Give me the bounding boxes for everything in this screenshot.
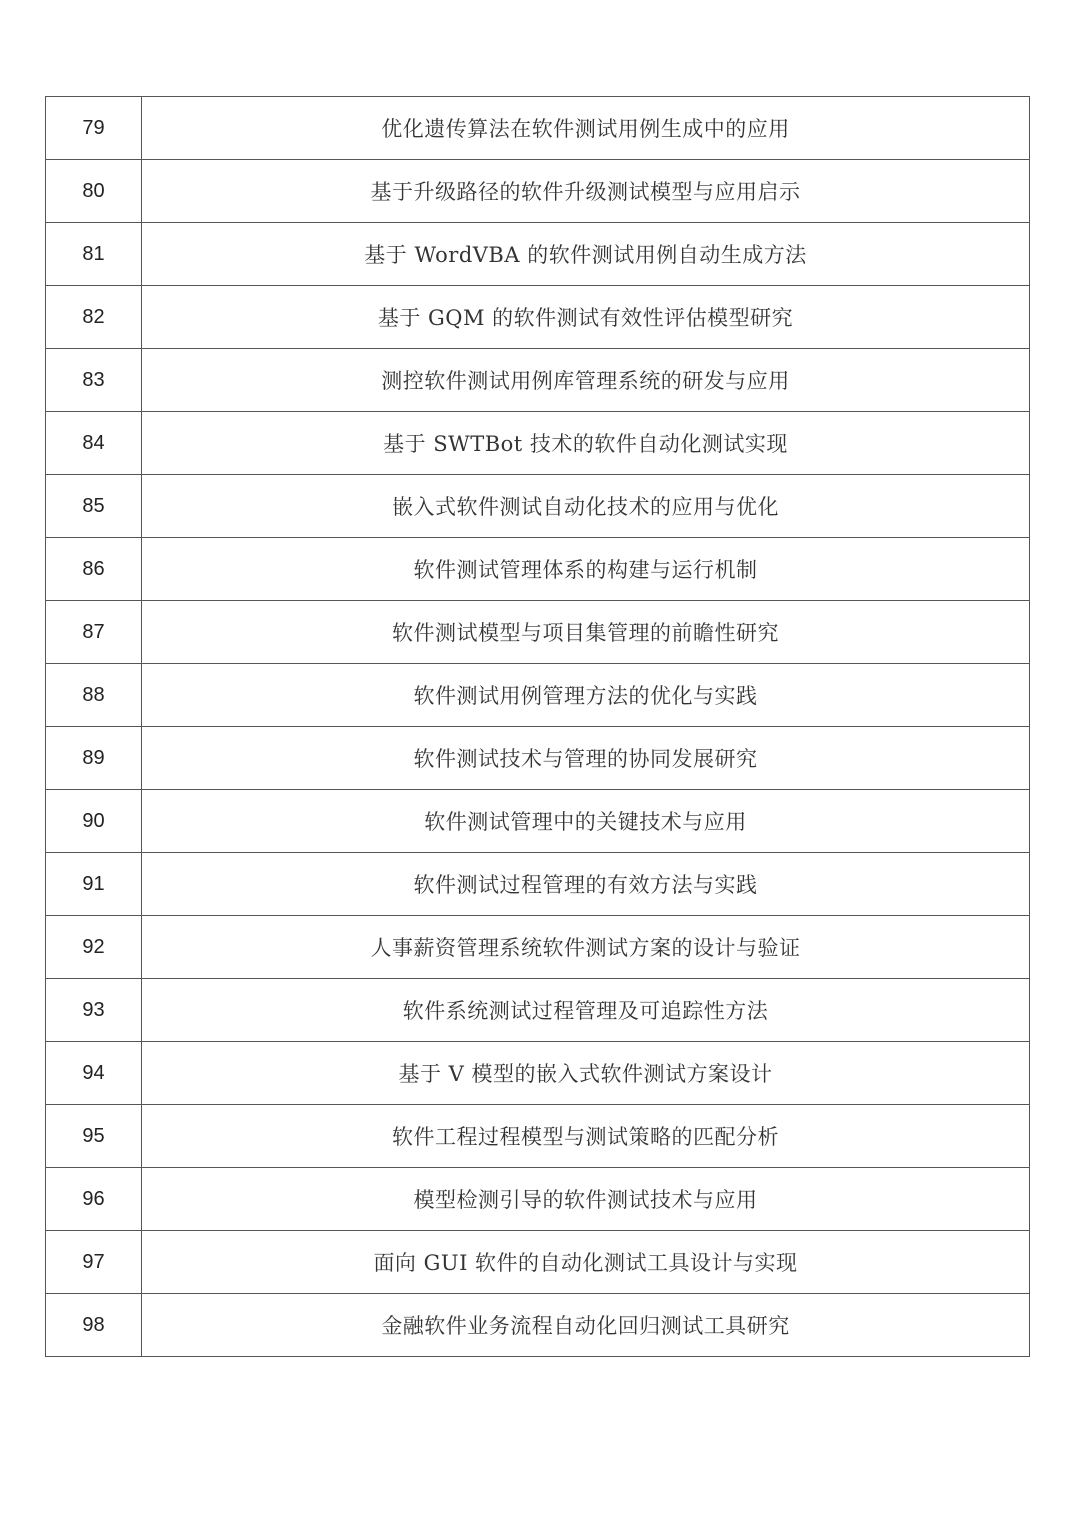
table-row bbox=[46, 601, 1030, 664]
topic-table bbox=[45, 96, 1030, 1357]
table-row bbox=[46, 223, 1030, 286]
row-title: 软件测试管理体系的构建与运行机制 bbox=[142, 538, 1030, 601]
table-row bbox=[46, 1294, 1030, 1357]
row-title: 嵌入式软件测试自动化技术的应用与优化 bbox=[142, 475, 1030, 538]
row-title: 基于 WordVBA 的软件测试用例自动生成方法 bbox=[142, 223, 1030, 286]
table-row bbox=[46, 790, 1030, 853]
row-number: 79 bbox=[46, 97, 142, 160]
row-number: 82 bbox=[46, 286, 142, 349]
row-number: 86 bbox=[46, 538, 142, 601]
row-number: 80 bbox=[46, 160, 142, 223]
row-number: 88 bbox=[46, 664, 142, 727]
row-title: 软件测试管理中的关键技术与应用 bbox=[142, 790, 1030, 853]
row-number: 90 bbox=[46, 790, 142, 853]
table-row bbox=[46, 664, 1030, 727]
table-row bbox=[46, 1168, 1030, 1231]
row-title: 软件工程过程模型与测试策略的匹配分析 bbox=[142, 1105, 1030, 1168]
row-title: 软件测试模型与项目集管理的前瞻性研究 bbox=[142, 601, 1030, 664]
table-row bbox=[46, 1231, 1030, 1294]
row-number: 94 bbox=[46, 1042, 142, 1105]
row-title: 人事薪资管理系统软件测试方案的设计与验证 bbox=[142, 916, 1030, 979]
row-number: 98 bbox=[46, 1294, 142, 1357]
table-row bbox=[46, 1042, 1030, 1105]
row-number: 92 bbox=[46, 916, 142, 979]
table-row bbox=[46, 349, 1030, 412]
row-number: 81 bbox=[46, 223, 142, 286]
row-title: 模型检测引导的软件测试技术与应用 bbox=[142, 1168, 1030, 1231]
row-title: 基于 GQM 的软件测试有效性评估模型研究 bbox=[142, 286, 1030, 349]
row-title: 软件测试过程管理的有效方法与实践 bbox=[142, 853, 1030, 916]
table-row bbox=[46, 160, 1030, 223]
row-title: 优化遗传算法在软件测试用例生成中的应用 bbox=[142, 97, 1030, 160]
row-title: 基于 V 模型的嵌入式软件测试方案设计 bbox=[142, 1042, 1030, 1105]
topic-table-body bbox=[46, 97, 1030, 1357]
row-number: 93 bbox=[46, 979, 142, 1042]
row-number: 87 bbox=[46, 601, 142, 664]
table-row bbox=[46, 916, 1030, 979]
row-number: 83 bbox=[46, 349, 142, 412]
table-row bbox=[46, 412, 1030, 475]
table-row bbox=[46, 1105, 1030, 1168]
row-title: 金融软件业务流程自动化回归测试工具研究 bbox=[142, 1294, 1030, 1357]
row-number: 85 bbox=[46, 475, 142, 538]
row-title: 面向 GUI 软件的自动化测试工具设计与实现 bbox=[142, 1231, 1030, 1294]
row-number: 84 bbox=[46, 412, 142, 475]
table-row bbox=[46, 286, 1030, 349]
table-row bbox=[46, 853, 1030, 916]
row-title: 软件测试技术与管理的协同发展研究 bbox=[142, 727, 1030, 790]
row-title: 基于 SWTBot 技术的软件自动化测试实现 bbox=[142, 412, 1030, 475]
table-row bbox=[46, 727, 1030, 790]
row-number: 96 bbox=[46, 1168, 142, 1231]
row-title: 软件系统测试过程管理及可追踪性方法 bbox=[142, 979, 1030, 1042]
row-number: 97 bbox=[46, 1231, 142, 1294]
row-number: 91 bbox=[46, 853, 142, 916]
row-title: 测控软件测试用例库管理系统的研发与应用 bbox=[142, 349, 1030, 412]
table-row bbox=[46, 979, 1030, 1042]
row-number: 95 bbox=[46, 1105, 142, 1168]
row-number: 89 bbox=[46, 727, 142, 790]
table-row bbox=[46, 475, 1030, 538]
row-title: 基于升级路径的软件升级测试模型与应用启示 bbox=[142, 160, 1030, 223]
table-row bbox=[46, 538, 1030, 601]
table-row bbox=[46, 97, 1030, 160]
row-title: 软件测试用例管理方法的优化与实践 bbox=[142, 664, 1030, 727]
